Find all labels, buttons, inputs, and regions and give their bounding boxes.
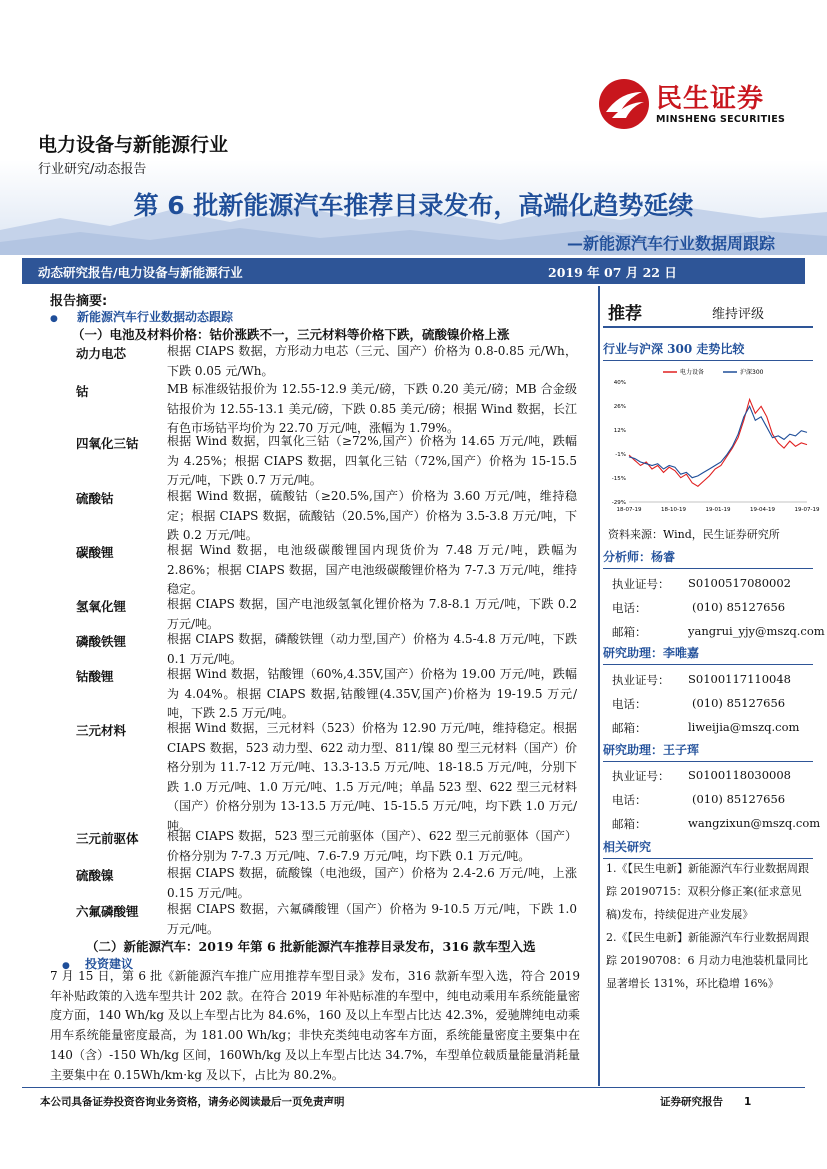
bullet-tracking-label: 新能源汽车行业数据动态跟踪 xyxy=(76,310,233,324)
assistant2-tel: (010) 85127656 xyxy=(692,792,786,806)
report-type: 行业研究/动态报告 xyxy=(38,162,147,177)
page-subtitle: —新能源汽车行业数据周跟踪 xyxy=(566,234,775,253)
report-date: 2019 年 07 月 22 日 xyxy=(548,265,677,280)
y-tick-label: -1% xyxy=(615,452,626,458)
assistant2-tel-label: 电话： xyxy=(612,793,647,807)
column-divider xyxy=(598,286,600,1086)
section-battery-prices: （一）电池及材料价格：钴价涨跌不一，三元材料等价格下跌，硫酸镍价格上涨 xyxy=(72,327,510,342)
x-axis-ticks xyxy=(617,507,820,513)
y-tick-label: -15% xyxy=(611,476,626,482)
trend-chart xyxy=(603,362,820,522)
analyst-email-label: 邮箱： xyxy=(612,625,647,639)
analyst-tel-label: 电话： xyxy=(612,601,647,615)
row-text: 根据 Wind 数据，四氧化三钴（≥72%,国产）价格为 14.65 万元/吨，跌幅为 4.25%；根据 CIAPS 数据，四氧化三钴（72%,国产）价格为 15-15.5 万元/吨，下跌 0.7 万元/吨。 xyxy=(167,434,577,487)
rating-label: 推荐 xyxy=(608,304,642,324)
assistant2-cert: S0100118030008 xyxy=(688,768,791,782)
chart-series xyxy=(629,399,807,486)
y-axis-ticks xyxy=(612,380,626,506)
rating-value: 维持评级 xyxy=(712,307,765,322)
row-text: 根据 CIAPS 数据，硫酸镍（电池级，国产）价格为 2.4-2.6 万元/吨，上涨 0.15 万元/吨。 xyxy=(167,866,577,900)
analyst-email[interactable]: yangrui_yjy@mszq.com xyxy=(688,624,825,638)
row-label: 磷酸铁锂 xyxy=(76,634,127,649)
bullet-icon: ● xyxy=(62,961,70,971)
row-label: 六氟磷酸锂 xyxy=(76,904,139,919)
row-text: 根据 Wind 数据，电池级碳酸锂国内现货价为 7.48 万元/吨，跌幅为 2.86%；根据 CIAPS 数据，国产电池级碳酸锂价格为 7-7.3 万元/吨，维持稳定。 xyxy=(167,543,577,596)
y-tick-label: 12% xyxy=(613,428,626,434)
minsheng-logo-icon xyxy=(598,78,650,130)
footer-divider xyxy=(22,1087,805,1088)
analyst-cert-label: 执业证号： xyxy=(612,577,670,591)
row-label: 三元前驱体 xyxy=(76,831,139,846)
bullet-icon: ● xyxy=(50,314,58,324)
assistant2-email-label: 邮箱： xyxy=(612,817,647,831)
assistant1-email-label: 邮箱： xyxy=(612,721,647,735)
analyst-tel: (010) 85127656 xyxy=(692,600,786,614)
row-label: 氢氧化锂 xyxy=(76,599,127,614)
row-label: 三元材料 xyxy=(76,723,127,738)
assistant1-tel: (010) 85127656 xyxy=(692,696,786,710)
logo xyxy=(598,76,798,132)
bullet-investment-label: 投资建议 xyxy=(84,957,133,971)
row-label: 硫酸镍 xyxy=(76,868,114,883)
assistant2-title: 研究助理：王子珲 xyxy=(603,741,813,762)
chart-source: 资料来源：Wind，民生证券研究所 xyxy=(608,528,780,541)
related-item[interactable]: 1.《【民生电新】新能源汽车行业数据周跟踪 20190715：双积分修正案(征求意见稿)发布，持续促进产业发展》 xyxy=(606,862,809,921)
related-item[interactable]: 2.《【民生电新】新能源汽车行业数据周跟踪 20190708：6 月动力电池装机量同比显著增长 131%，环比稳增 16%》 xyxy=(606,931,809,990)
related-research-list xyxy=(606,857,811,995)
row-text: 根据 Wind 数据，三元材料（523）价格为 12.90 万元/吨，维持稳定。根据 CIAPS 数据，523 动力型、622 动力型、811/镍 80 型三元材料（国产）价格分别为 11.7-12 万元/吨、13.3-13.5 万元/吨、18-18.5 万元/吨，分别下跌 1.0 万元/吨、1.0 万元/吨、1.5 万元/吨；单晶 523 型、622 型三元材料（国产）价格分别为 13-13.5 万元/吨、15-15.5 万元/吨，均下跌 1.0 万元/吨。 xyxy=(167,721,577,833)
row-label: 钴 xyxy=(76,384,89,399)
assistant1-title: 研究助理：李唯嘉 xyxy=(603,644,813,665)
row-label: 钴酸锂 xyxy=(76,669,114,684)
row-label: 碳酸锂 xyxy=(76,545,114,560)
row-text: 根据 CIAPS 数据，国产电池级氢氧化锂价格为 7.8-8.1 万元/吨，下跌 0.2 万元/吨。 xyxy=(167,597,577,631)
row-text: 根据 CIAPS 数据，六氟磷酸锂（国产）价格为 9-10.5 万元/吨，下跌 1.0 万元/吨。 xyxy=(167,902,577,936)
header-bar-category: 动态研究报告/电力设备与新能源行业 xyxy=(38,265,243,280)
series-line-0 xyxy=(629,399,807,486)
assistant1-email[interactable]: liweijia@mszq.com xyxy=(688,720,800,734)
logo-chinese: 民生证券 xyxy=(656,83,765,114)
x-tick-label: 19-04-19 xyxy=(750,507,775,513)
chart-legend xyxy=(663,368,764,376)
x-tick-label: 18-10-19 xyxy=(661,507,686,513)
assistant1-cert-label: 执业证号： xyxy=(612,673,670,687)
footer-disclaimer: 本公司具备证券投资咨询业务资格，请务必阅读最后一页免责声明 xyxy=(40,1096,345,1108)
assistant1-tel-label: 电话： xyxy=(612,697,647,711)
row-label: 四氧化三钴 xyxy=(76,436,139,451)
row-text: 根据 CIAPS 数据，523 型三元前驱体（国产）、622 型三元前驱体（国产）价格分别为 7-7.3 万元/吨、7.6-7.9 万元/吨，均下跌 0.1 万元/吨。 xyxy=(167,829,577,863)
x-tick-label: 19-01-19 xyxy=(705,507,731,513)
legend-label: 沪深300 xyxy=(740,369,764,376)
bullet-tracking xyxy=(50,306,233,325)
section-nev-catalog: （二）新能源汽车：2019 年第 6 批新能源汽车推荐目录发布，316 款车型入选 xyxy=(86,939,536,954)
chart-title: 行业与沪深 300 走势比较 xyxy=(603,340,813,361)
row-text: 根据 CIAPS 数据，方形动力电芯（三元、国产）价格为 0.8-0.85 元/Wh，下跌 0.05 元/Wh。 xyxy=(167,344,577,378)
analyst-cert: S0100517080002 xyxy=(688,576,791,590)
y-tick-label: 26% xyxy=(613,404,626,410)
row-text: 根据 CIAPS 数据，磷酸铁锂（动力型,国产）价格为 4.5-4.8 万元/吨，下跌 0.1 万元/吨。 xyxy=(167,632,577,666)
investment-paragraph: 7 月 15 日，第 6 批《新能源汽车推广应用推荐车型目录》发布，316 款新车型入选，符合 2019 年补贴政策的入选车型共计 202 款。在符合 2019 年补贴标准的车型中，纯电动乘用车系统能量密度方面，140 Wh/kg 及以上车型占比为 84.6%，160 及以上车型占比达 42.3%，爱驰牌纯电动乘用车系统能量密度最高，为 181.00 Wh/kg；非快充类纯电动客车方面，系统能量密度主要集中在 140（含）-150 Wh/kg 区间，160Wh/kg 及以上车型占比达 34.7%，车型单位载质量能量消耗量主要集中在 0.15Wh/km·kg 及以下，占比为 80.2%。 xyxy=(50,969,580,1082)
y-tick-label: 40% xyxy=(613,380,626,386)
y-tick-label: -29% xyxy=(611,500,626,506)
row-text: 根据 Wind 数据，硫酸钴（≥20.5%,国产）价格为 3.60 万元/吨，维持稳定；根据 CIAPS 数据，硫酸钴（20.5%,国产）价格为 3.5-3.8 万元/吨，下跌 0.2 万元/吨。 xyxy=(167,489,577,542)
logo-english: MINSHENG SECURITIES xyxy=(656,113,786,125)
summary-title: 报告摘要: xyxy=(50,294,108,309)
footer-page-label: 证券研究报告 1 xyxy=(660,1096,752,1108)
related-title: 相关研究 xyxy=(603,838,813,859)
legend-label: 电力设备 xyxy=(680,369,705,376)
assistant2-cert-label: 执业证号： xyxy=(612,769,670,783)
x-tick-label: 19-07-19 xyxy=(794,507,820,513)
assistant2-email[interactable]: wangzixun@mszq.com xyxy=(688,816,821,830)
assistant1-cert: S0100117110048 xyxy=(688,672,791,686)
row-text: 根据 Wind 数据，钴酸锂（60%,4.35V,国产）价格为 19.00 万元/吨，跌幅为 4.04%。根据 CIAPS 数据,钴酸锂(4.35V,国产)价格为 19-19.5 万元/吨，下跌 2.5 万元/吨。 xyxy=(167,667,577,720)
x-tick-label: 18-07-19 xyxy=(616,507,642,513)
analyst-title: 分析师：杨睿 xyxy=(603,548,813,569)
row-label: 动力电芯 xyxy=(76,346,127,361)
page-title: 第 6 批新能源汽车推荐目录发布，高端化趋势延续 xyxy=(133,191,694,220)
industry-name: 电力设备与新能源行业 xyxy=(38,134,229,156)
row-label: 硫酸钴 xyxy=(76,491,114,506)
rating-divider xyxy=(603,326,813,328)
row-text: MB 标准级钴报价为 12.55-12.9 美元/磅，下跌 0.20 美元/磅；MB 合金级钴报价为 12.55-13.1 美元/磅，下跌 0.85 美元/磅；根据 Wind 数据，长江有色市场钴平均价为 22.70 万元/吨，涨幅为 1.79%。 xyxy=(167,382,577,435)
